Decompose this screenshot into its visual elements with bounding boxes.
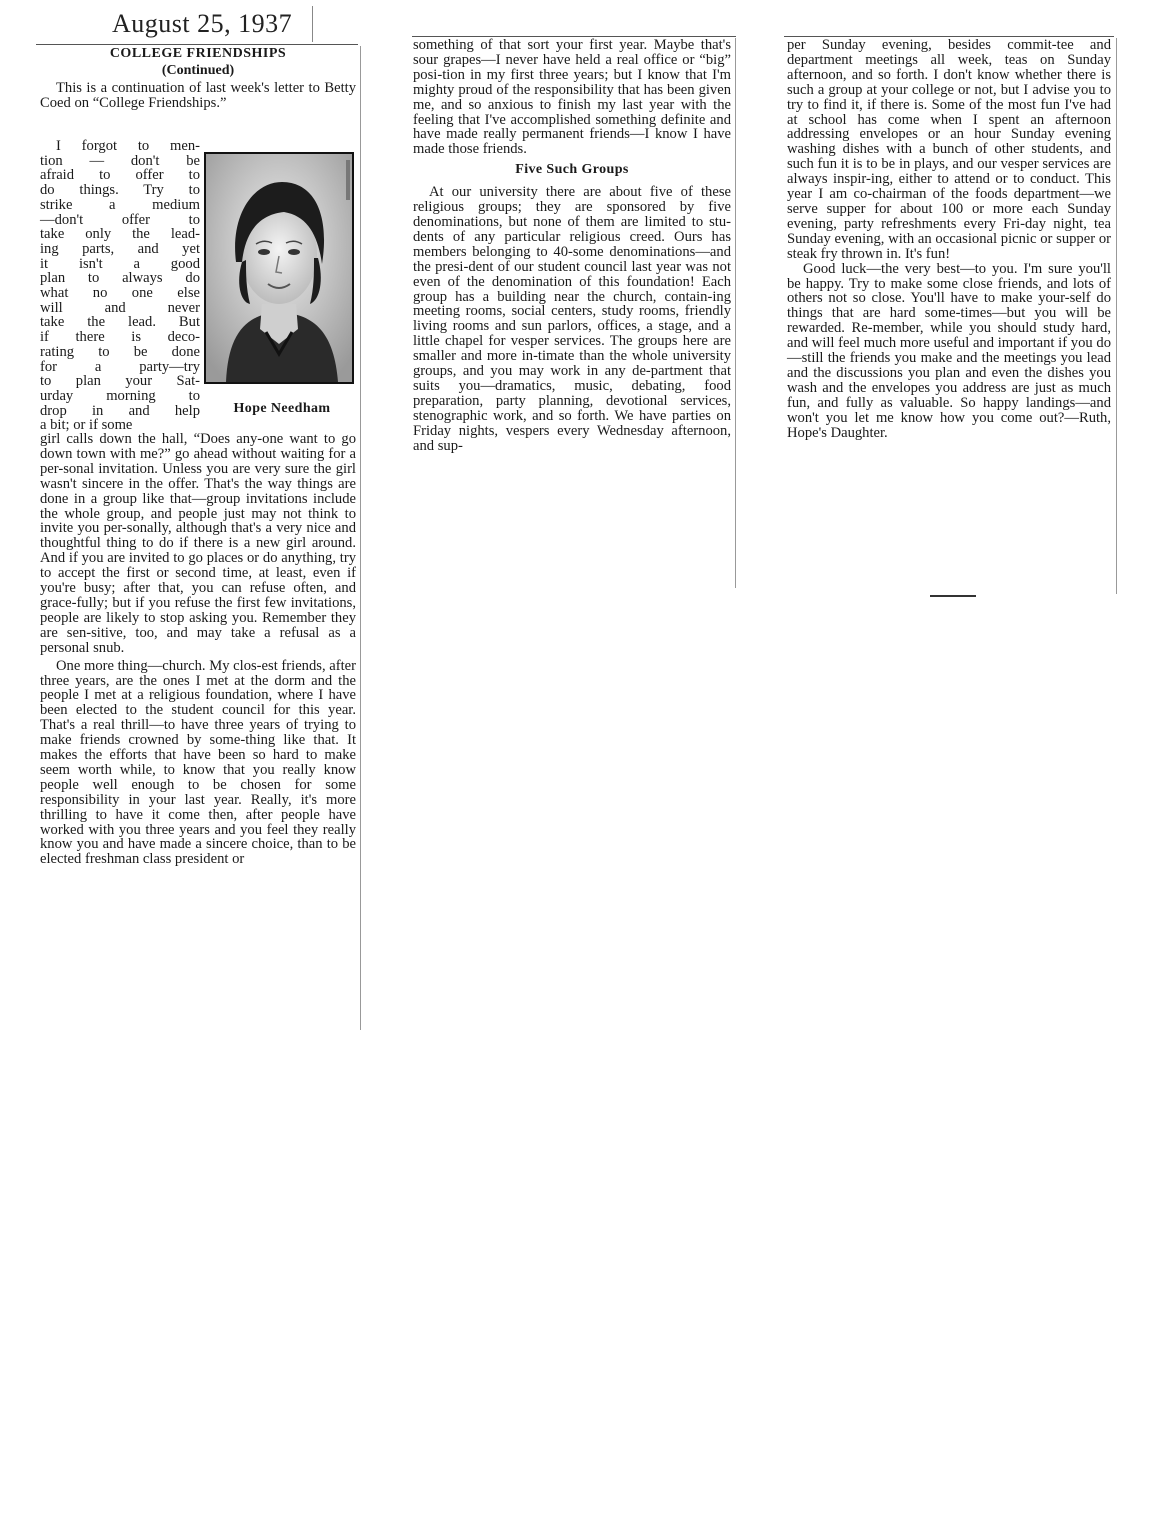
- wrap-line: strike a medium: [40, 196, 200, 213]
- paragraph: Good luck—the very best—to you. I'm sure you'll be happy. Try to make some close friends, and lots of others not so close. You'll have to make your-self do things that are hard some-times—but you will be rewarded. Re-member, while you should study hard, and will feel much more useful and important if you do—still the friends you make and the meetings you lead and the discussions you plan and even the dishes you wash and the envelopes you address are just as much fun, and fully as valuable. So happy landings—and won't you let me know how you come out?—Ruth, Hope's Daughter.: [787, 260, 1111, 441]
- wrap-line: tion — don't be: [40, 152, 200, 169]
- column-2: [413, 38, 731, 453]
- wrap-line: if there is deco-: [40, 329, 200, 346]
- wrap-line: drop in and help: [40, 402, 200, 419]
- subheading: Five Such Groups: [515, 162, 629, 178]
- headline-sub: (Continued): [161, 63, 235, 78]
- wrap-line: take only the lead-: [40, 226, 200, 243]
- wrap-line: plan to always do: [40, 270, 200, 287]
- column-1-body: [40, 432, 356, 867]
- headline: COLLEGE FRIENDSHIPS: [109, 46, 287, 61]
- wrap-line: ing parts, and yet: [40, 240, 200, 257]
- wrap-line: to plan your Sat-: [40, 373, 200, 390]
- wrap-line: it isn't a good: [40, 255, 200, 272]
- wrap-line: I forgot to men-: [56, 138, 200, 154]
- paragraph: girl calls down the hall, “Does any-one want to go down town with me?” go ahead without waiting for a per-sonal invitation. Unless you are very sure the girl wasn't sincere in the offer. That's the way things are done in a group like that—group invitations include the whole group, and people just may not think to invite you per-sonally, although that's a very nice and thoughtful thing to do if there is a new girl around. And if you are invited to go places or do anything, try to accept the first or second time, at least, even if you're busy; after that, you can refuse often, and grace-fully; but if you refuse the first few invitations, people are likely to stop asking you. Remember they are sen-sitive, too, and may take a refusal as a personal snub.: [40, 431, 356, 656]
- column-1-header: [40, 46, 356, 111]
- column-divider: [1116, 38, 1117, 594]
- wrap-line: rating to be done: [40, 343, 200, 360]
- portrait-photo: [204, 152, 354, 384]
- intro-paragraph: This is a continuation of last week's letter to Betty Coed on “College Friendships.”: [40, 80, 356, 111]
- column-divider: [360, 46, 361, 1030]
- wrap-line: afraid to offer to: [40, 167, 200, 184]
- portrait-image: [206, 154, 352, 382]
- clipping-date: August 25, 1937: [96, 6, 313, 42]
- paragraph: per Sunday evening, besides commit-tee and department meetings all week, teas on Sunday afternoon, and so forth. I don't know whether there is such a group at your college or not, but I advise you to try to find it, if there is. Some of the most fun I've had at school has come when I spent an afternoon addressing envelopes or an hour Sunday evening washing dishes with a bunch of other students, and such fun it is to be in plays, and our vesper services are always inspir-ing, either to attend or to conduct. This year I am co-chairman of the foods department—we serve supper for about 100 or more each Sunday evening, party refreshments every Fri-day night, tea Sunday evening, with an occasional picnic or supper or steak fry thrown in. It's fun!: [787, 37, 1111, 262]
- wrap-line: do things. Try to: [40, 182, 200, 199]
- wrap-line: for a party—try: [40, 358, 200, 375]
- wrap-line: urday morning to: [40, 387, 200, 404]
- column-divider: [735, 38, 736, 588]
- photo-caption: Hope Needham: [233, 401, 331, 416]
- wrap-line: take the lead. But: [40, 314, 200, 331]
- top-rule: [36, 44, 358, 45]
- paragraph: At our university there are about five of these religious groups; they are sponsored by five denominations, but none of them are limited to stu-dents of any particular religious creed. Ours has members belonging to 40-some denominations—and the presi-dent of our student council last year was not even of the denomination of this foundation! Each group has a building near the church, contain-ing meeting rooms, social centers, study rooms, friendly living rooms and sun parlors, offices, a stage, and a little chapel for vesper services. The groups here are smaller and more in-timate than the whole university groups, and you may work in any de-partment that suits you—dramatics, music, debating, food preparation, party planning, devotional services, stenographic work, and so forth. We have parties on Friday nights, vespers every Wednesday afternoon, and sup-: [413, 184, 731, 454]
- paragraph: One more thing—church. My clos-est friends, after three years, are the ones I met at the dorm and the people I met at a religious foundation, where I have been elected to the student council for this year. That's a real thrill—to have three years of trying to make friends crowned by some-thing like that. It makes the efforts that have been so hard to make seem worth while, to know that you really know people well enough to be chosen for some responsibility in your last year. Really, it's more thrilling to have it come then, after people have worked with you three years and you feel they really know you and have made a sincere choice, than to be elected freshman class president or: [40, 657, 356, 868]
- wrap-line: what no one else: [40, 285, 200, 302]
- photo-wrap-text: [40, 139, 200, 433]
- column-3: [787, 38, 1111, 440]
- end-rule: [930, 595, 976, 597]
- wrap-line: —don't offer to: [40, 211, 200, 228]
- wrap-line: a bit; or if some: [40, 417, 133, 434]
- wrap-line: will and never: [40, 299, 200, 316]
- paragraph: something of that sort your first year. Maybe that's sour grapes—I never have held a real office or “big” posi-tion in my first three years; but I know that I'm mighty proud of the responsibility that has been given me, and so anxious to finish my last year with the feeling that I've accomplished something definite and have made really permanent friends—I know I have made those friends.: [413, 37, 731, 158]
